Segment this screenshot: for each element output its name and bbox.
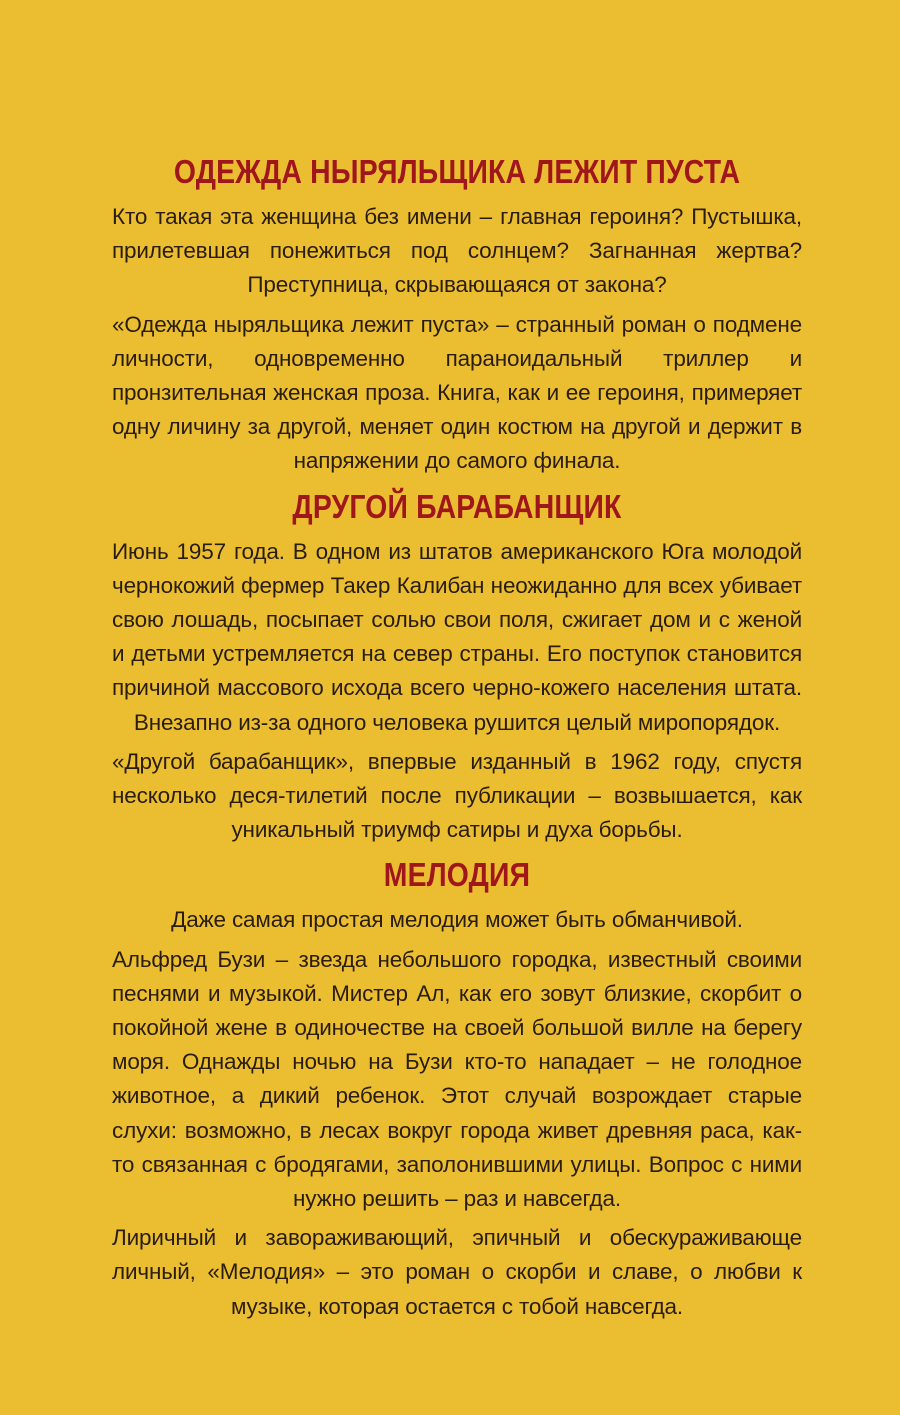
section-paragraph: Даже самая простая мелодия может быть обманчивой. (171, 907, 743, 933)
section-paragraph: «Другой барабанщик», впервые изданный в 1962 году, спустя несколько деся-тилетий после публикации – возвышается, как уникальный триумф сатиры и духа борьбы. (112, 748, 802, 843)
section-paragraph: Июнь 1957 года. В одном из штатов американского Юга молодой чернокожий фермер Такер Калибан неожиданно для всех убивает свою лошадь, посыпает солью свои поля, сжигает дом и с женой и детьми устремляется на север страны. Его поступок становится причиной массового исхода всего черно-кожего населения штата. Внезапно из-за одного человека рушится целый миропорядок. (112, 538, 802, 735)
section-title: МЕЛОДИЯ (383, 856, 531, 894)
section-paragraph: «Одежда ныряльщика лежит пуста» – странный роман о подмене личности, одновременно параноидальный триллер и пронзительная женская проза. Книга, как и ее героиня, примеряет одну личину за другой, меняет один костюм на другой и держит в напряжении до самого финала. (112, 311, 802, 474)
section-paragraph: Лиричный и завораживающий, эпичный и обескураживающе личный, «Мелодия» – это роман о скорби и славе, о любви к музыке, которая остается с тобой навсегда. (112, 1225, 802, 1319)
section-title: ОДЕЖДА НЫРЯЛЬЩИКА ЛЕЖИТ ПУСТА (173, 153, 741, 190)
section-divers-clothes (112, 146, 802, 479)
section-paragraph: Кто такая эта женщина без имени – главная героиня? Пустышка, прилетевшая понежиться под солнцем? Загнанная жертва? Преступница, скрывающаяся от закона? (112, 204, 802, 298)
section-melody (112, 849, 802, 1323)
section-title: ДРУГОЙ БАРАБАНЩИК (292, 487, 622, 525)
section-paragraph: Альфред Бузи – звезда небольшого городка, известный своими песнями и музыкой. Мистер Ал, как его зовут близкие, скорбит о покойной жене в одиночестве на своей большой вилле на берегу моря. Однажды ночью на Бузи кто-то нападает – не голодное животное, а дикий ребенок. Этот случай возрождает старые слухи: возможно, в лесах вокруг города живет древняя раса, как-то связанная с бродягами, заполонившими улицы. Вопрос с ними нужно решить – раз и навсегда. (112, 946, 802, 1212)
section-different-drummer (112, 481, 802, 848)
